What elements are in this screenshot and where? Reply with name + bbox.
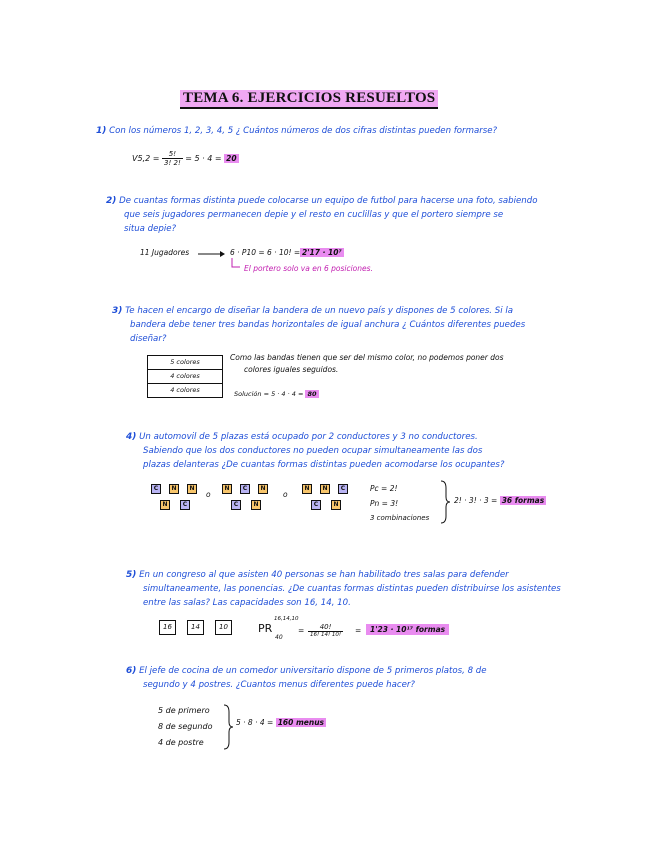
q3-explanation-1: Como las bandas tienen que ser del mismo color, no podemos poner dos <box>230 353 504 362</box>
seat-conductor: C <box>231 500 241 510</box>
q5-eq: = <box>298 626 305 635</box>
question-3-number: 3) <box>112 306 123 316</box>
arrangement-separator: o <box>283 490 288 499</box>
q4-calc: 2! · 3! · 3 = <box>454 496 498 505</box>
q1-lhs: V5,2 = <box>132 154 160 163</box>
seat-conductor: C <box>151 484 161 494</box>
seat-no-conductor: N <box>258 484 268 494</box>
q1-answer: 20 <box>226 154 237 163</box>
question-6 <box>126 664 487 692</box>
q1-frac-den: 3! 2! <box>164 159 181 167</box>
question-4-number: 4) <box>126 432 137 442</box>
seat-no-conductor: N <box>302 484 312 494</box>
q4-result <box>454 496 546 505</box>
q6-item-2: 8 de segundo <box>158 722 213 731</box>
question-1-number: 1) <box>96 126 107 136</box>
q2-note: El portero solo va en 6 posiciones. <box>244 264 373 273</box>
question-2-line2: que seis jugadores permanecen depie y el resto en cuclillas y que el portero siempre se <box>124 210 504 220</box>
question-1 <box>96 124 497 138</box>
q5-answer: 1'23 · 10¹⁷ formas <box>366 624 449 635</box>
question-6-line2: segundo y 4 postres. ¿Cuantos menus diferentes puede hacer? <box>143 680 415 690</box>
q1-solution <box>132 150 239 167</box>
question-5-line2: simultaneamente, las ponencias. ¿De cuantas formas distintas pueden distribuirse los asistentes <box>143 584 561 594</box>
question-3-line1: Te hacen el encargo de diseñar la bandera de un nuevo país y dispones de 5 colores. Si la <box>125 306 513 316</box>
q5-frac-den: 16! 14! 10! <box>310 632 342 638</box>
seat-no-conductor: N <box>222 484 232 494</box>
q3-solution <box>234 390 319 398</box>
seat-conductor: C <box>180 500 190 510</box>
seat-no-conductor: N <box>169 484 179 494</box>
q1-frac-num: 5! <box>162 150 183 159</box>
question-5 <box>126 568 561 610</box>
q2-calc: 6 · P10 = 6 · 10! = <box>230 248 301 257</box>
q2-note-arrow <box>230 258 242 270</box>
q6-item-3: 4 de postre <box>158 738 204 747</box>
seat-no-conductor: N <box>331 500 341 510</box>
question-3 <box>112 304 525 346</box>
q4-answer: 36 formas <box>501 496 545 505</box>
q1-mid: = 5 · 4 = <box>185 154 222 163</box>
question-4-line2: Sabiendo que los dos conductores no pueden ocupar simultaneamente las dos <box>143 446 483 456</box>
question-4-line1: Un automovil de 5 plazas está ocupado por 2 conductores y 3 no conductores. <box>139 432 478 442</box>
question-5-line1: En un congreso al que asisten 40 personas se han habilitado tres salas para defender <box>139 570 509 580</box>
page-title: TEMA 6. EJERCICIOS RESUELTOS <box>180 90 438 109</box>
q3-answer: 80 <box>307 390 317 398</box>
room-capacity-2: 14 <box>187 620 204 635</box>
q5-eq-2: = <box>355 626 362 635</box>
q5-frac-num: 40! <box>308 623 343 632</box>
q3-explanation-2: colores iguales seguidos. <box>244 365 339 374</box>
question-3-line2: bandera debe tener tres bandas horizontales de igual anchura ¿ Cuántos diferentes puedes <box>130 320 526 330</box>
question-5-line3: entre las salas? Las capacidades son 16, 14, 10. <box>143 598 351 608</box>
seat-conductor: C <box>311 500 321 510</box>
q6-calc: 5 · 8 · 4 = <box>236 718 274 727</box>
seat-no-conductor: N <box>320 484 330 494</box>
q5-pr-subscript: 40 <box>275 634 283 641</box>
q4-pn: Pn = 3! <box>370 499 399 508</box>
q6-item-1: 5 de primero <box>158 706 210 715</box>
q4-pc: Pc = 2! <box>370 484 398 493</box>
q4-combinations: 3 combinaciones <box>370 514 430 522</box>
question-2-number: 2) <box>106 196 117 206</box>
seat-no-conductor: N <box>251 500 261 510</box>
seat-no-conductor: N <box>160 500 170 510</box>
flag-band-2: 4 colores <box>147 369 223 384</box>
seat-conductor: C <box>240 484 250 494</box>
room-capacity-1: 16 <box>159 620 176 635</box>
room-capacity-3: 10 <box>215 620 232 635</box>
q4-brace <box>439 480 451 524</box>
flag-band-1: 5 colores <box>147 355 223 370</box>
q6-result <box>236 718 326 727</box>
q2-arrow <box>198 248 228 260</box>
q5-fraction <box>308 620 343 639</box>
question-6-number: 6) <box>126 666 137 676</box>
q3-solution-label: Solución = 5 · 4 · 4 = <box>234 390 304 398</box>
question-2-line3: situa depie? <box>124 224 177 234</box>
question-4 <box>126 430 504 472</box>
question-1-text: Con los números 1, 2, 3, 4, 5 ¿ Cuántos números de dos cifras distintas pueden formarse? <box>109 126 498 136</box>
arrangement-separator: o <box>206 490 211 499</box>
q1-fraction <box>162 150 183 167</box>
q2-answer: 2'17 · 10⁷ <box>302 248 342 257</box>
flag-band-3: 4 colores <box>147 383 223 398</box>
seat-no-conductor: N <box>187 484 197 494</box>
q6-answer: 160 menus <box>277 718 324 727</box>
q5-pr-superscript: 16,14,10 <box>274 616 299 622</box>
seat-conductor: C <box>338 484 348 494</box>
question-5-number: 5) <box>126 570 137 580</box>
q6-brace <box>222 704 234 750</box>
question-2-line1: De cuantas formas distinta puede colocarse un equipo de futbol para hacerse una foto, sabiendo <box>119 196 538 206</box>
q2-lhs: 11 Jugadores <box>140 248 190 257</box>
question-3-line3: diseñar? <box>130 334 167 344</box>
question-4-line3: plazas delanteras ¿De cuantas formas distintas pueden acomodarse los ocupantes? <box>143 460 505 470</box>
q5-pr: PR <box>258 622 273 635</box>
question-2 <box>106 194 537 236</box>
question-6-line1: El jefe de cocina de un comedor universitario dispone de 5 primeros platos, 8 de <box>139 666 487 676</box>
